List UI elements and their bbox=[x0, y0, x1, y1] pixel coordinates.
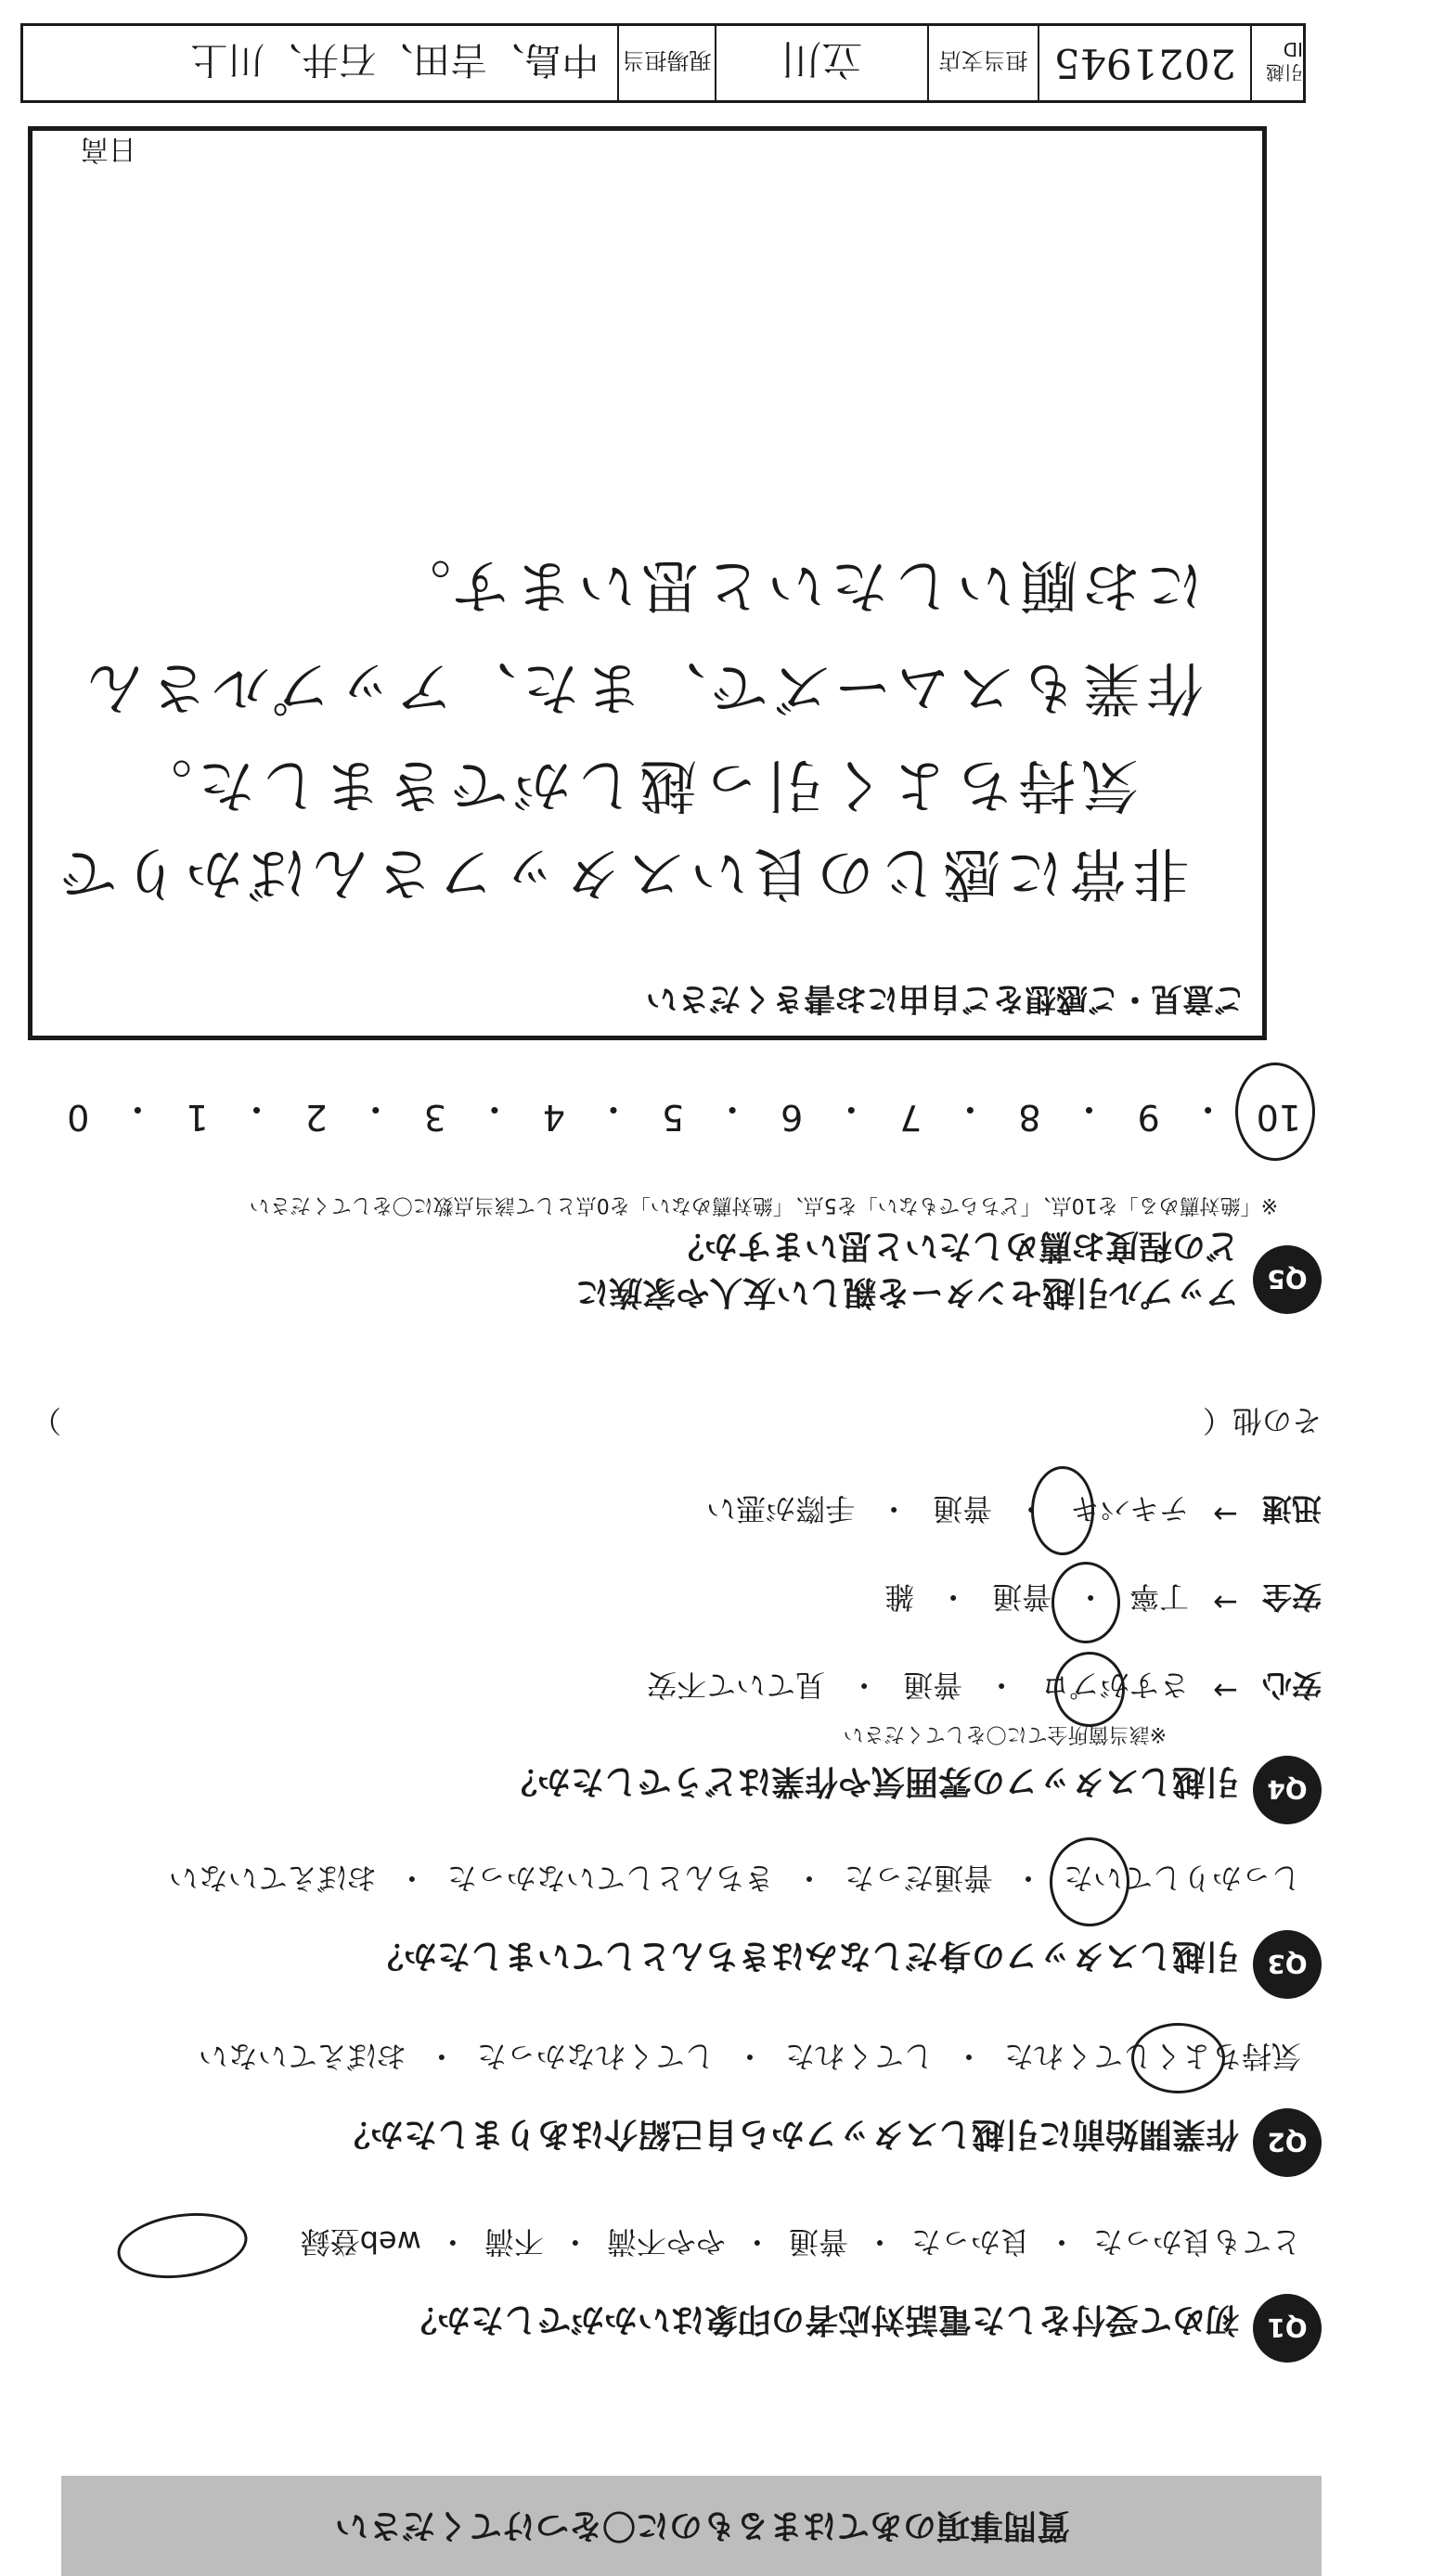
option-separator: ・ bbox=[239, 1088, 275, 1129]
q5-answer-circle bbox=[1235, 1063, 1315, 1161]
footer-table bbox=[20, 23, 1306, 103]
q4-option-selected[interactable]: テキパキ bbox=[1070, 1491, 1190, 1526]
q4-option-selected[interactable]: 丁寧 bbox=[1129, 1579, 1190, 1615]
move-id-label: 引越ID bbox=[1266, 38, 1303, 84]
option-separator: ・ bbox=[953, 2039, 984, 2074]
option-separator: ・ bbox=[1190, 1088, 1226, 1129]
q5-score[interactable]: 4 bbox=[542, 1097, 565, 1138]
option-separator: ・ bbox=[1016, 1491, 1047, 1526]
comment-line: 作業もスムーズで、また、アップルさん bbox=[81, 654, 1204, 722]
option-separator: ・ bbox=[1071, 1088, 1107, 1129]
option-separator: ・ bbox=[357, 1088, 394, 1129]
option-separator: ・ bbox=[426, 2039, 457, 2074]
option-separator: ・ bbox=[849, 1668, 880, 1703]
q4-row-label: 安全 bbox=[1261, 1579, 1322, 1615]
q4-option[interactable]: 普通 bbox=[903, 1668, 963, 1703]
branch-value: 立川 bbox=[716, 26, 929, 100]
option-separator: ・ bbox=[1013, 1861, 1043, 1896]
q4-option[interactable]: 雑 bbox=[884, 1579, 915, 1615]
q1-option-selected[interactable]: web登録 bbox=[300, 2224, 421, 2260]
q4-icon: Q4 bbox=[1253, 1756, 1322, 1824]
q5-icon: Q5 bbox=[1253, 1245, 1322, 1314]
comment-line: 気持ちよく引っ越しができました。 bbox=[128, 752, 1139, 819]
q4-row-label: 迅速 bbox=[1261, 1491, 1322, 1526]
q4-row-anshin bbox=[647, 1666, 1322, 1708]
q4-other-label[interactable]: その他（ bbox=[1202, 1403, 1322, 1438]
q2-option[interactable]: してくれなかった bbox=[476, 2039, 715, 2074]
q5-scale bbox=[67, 1087, 1301, 1138]
q4-other-row bbox=[32, 1401, 1322, 1444]
q1-option[interactable]: とても良かった bbox=[1092, 2224, 1301, 2260]
q2-icon: Q2 bbox=[1253, 2108, 1322, 2177]
comment-line: にお願いしたいと思います。 bbox=[387, 552, 1204, 620]
q2-text: 作業開始前に引越しスタッフから自己紹介はありましたか？ bbox=[336, 2115, 1239, 2153]
option-separator: ・ bbox=[595, 1088, 631, 1129]
option-separator: ・ bbox=[715, 1088, 751, 1129]
option-separator: ・ bbox=[987, 1668, 1017, 1703]
q4-option[interactable]: 普通 bbox=[933, 1491, 993, 1526]
q3-answer-circle bbox=[1050, 1837, 1129, 1926]
q1-text: 初めて受付をした電話対応者の印象はいかがでしたか？ bbox=[403, 2300, 1239, 2338]
move-id-value: 2021945 bbox=[1039, 26, 1252, 100]
q4-option[interactable]: 普通 bbox=[992, 1579, 1052, 1615]
q4-anshin-answer-circle bbox=[1054, 1652, 1125, 1727]
option-separator: ・ bbox=[437, 2224, 468, 2260]
q5-score-selected[interactable]: 10 bbox=[1256, 1097, 1301, 1138]
q3-option-selected[interactable]: しっかりしていた bbox=[1063, 1861, 1301, 1896]
option-separator: ・ bbox=[560, 2224, 590, 2260]
q5-score[interactable]: 0 bbox=[67, 1097, 90, 1138]
q3-options bbox=[169, 1859, 1301, 1901]
leader-label: 現場担当 bbox=[619, 26, 716, 100]
q5-note: ※「絶対薦める」を10点、「どちらでもない」を5点、「絶対薦めない」を0点として該当点数に〇をしてください bbox=[249, 1193, 1278, 1217]
q5-score[interactable]: 8 bbox=[1018, 1097, 1041, 1138]
q4-anzen-answer-circle bbox=[1051, 1562, 1120, 1643]
q5-score[interactable]: 6 bbox=[781, 1097, 804, 1138]
option-separator: ・ bbox=[793, 1861, 824, 1896]
arrow-icon: → bbox=[1213, 1497, 1238, 1532]
q5-score[interactable]: 3 bbox=[423, 1097, 446, 1138]
option-separator: ・ bbox=[396, 1861, 427, 1896]
option-separator: ・ bbox=[742, 2224, 772, 2260]
q3-option[interactable]: きちんとしていなかった bbox=[446, 1861, 774, 1896]
q2-option-selected[interactable]: 気持ちよくしてくれた bbox=[1003, 2039, 1301, 2074]
q3-option[interactable]: おぼえていない bbox=[168, 1861, 377, 1896]
q1-option[interactable]: やや不満 bbox=[606, 2224, 726, 2260]
q5-score[interactable]: 2 bbox=[304, 1097, 328, 1138]
branch-label: 担当支店 bbox=[929, 26, 1039, 100]
arrow-icon: → bbox=[1213, 1585, 1238, 1620]
q4-option[interactable]: 見ていて不安 bbox=[647, 1668, 826, 1703]
option-separator: ・ bbox=[476, 1088, 512, 1129]
q5-score[interactable]: 5 bbox=[661, 1097, 685, 1138]
q3-icon: Q3 bbox=[1253, 1930, 1322, 1999]
q4-row-jinsoku bbox=[706, 1489, 1322, 1532]
option-separator: ・ bbox=[952, 1088, 988, 1129]
leader-value: 中島、吉田、石井、川上 bbox=[23, 26, 619, 100]
q4-other-close: ） bbox=[32, 1403, 62, 1438]
q4-note: ※該当箇所全てに〇をしてください bbox=[843, 1722, 1167, 1745]
arrow-icon: → bbox=[1213, 1673, 1238, 1708]
q4-row-label: 安心 bbox=[1261, 1668, 1322, 1703]
q1-icon: Q1 bbox=[1253, 2294, 1322, 2363]
q4-text: 引越しスタッフの雰囲気や作業はどうでしたか？ bbox=[503, 1762, 1239, 1800]
option-separator: ・ bbox=[1046, 2224, 1077, 2260]
q2-option[interactable]: おぼえていない bbox=[198, 2039, 406, 2074]
q4-option-selected[interactable]: さすがプロ bbox=[1040, 1668, 1190, 1703]
q1-answer-circle bbox=[113, 2206, 252, 2286]
q1-options bbox=[301, 2222, 1301, 2265]
q5-text-line1: アップル引越センターを親しい友人や家族に bbox=[575, 1273, 1239, 1311]
q5-text-line2: どの程度お薦めしたいと思いますか？ bbox=[670, 1227, 1239, 1265]
comment-title: ご意見・ご感想をご自由にお書きください bbox=[646, 980, 1245, 1017]
comment-corner-mark: 日高 bbox=[81, 133, 136, 165]
comment-line: 非常に感じの良いスタッフさんばかりで bbox=[53, 840, 1190, 908]
q1-option[interactable]: 普通 bbox=[788, 2224, 848, 2260]
option-separator: ・ bbox=[879, 1491, 910, 1526]
q5-score[interactable]: 1 bbox=[186, 1097, 209, 1138]
q2-answer-circle bbox=[1131, 2023, 1225, 2093]
q4-option[interactable]: 手際が悪い bbox=[706, 1491, 856, 1526]
q3-text: 引越しスタッフの身だしなみはきちんとしていましたか？ bbox=[369, 1937, 1239, 1975]
q5-score[interactable]: 7 bbox=[899, 1097, 922, 1138]
instruction-text: 質問事項のあてはまるものに〇をつけてください bbox=[335, 2506, 1071, 2544]
option-separator: ・ bbox=[864, 2224, 895, 2260]
option-separator: ・ bbox=[833, 1088, 870, 1129]
option-separator: ・ bbox=[734, 2039, 765, 2074]
q1-option[interactable]: 良かった bbox=[910, 2224, 1030, 2260]
q2-option[interactable]: してくれた bbox=[784, 2039, 934, 2074]
option-separator: ・ bbox=[938, 1579, 969, 1615]
option-separator: ・ bbox=[1076, 1579, 1106, 1615]
q3-option[interactable]: 普通だった bbox=[844, 1861, 993, 1896]
q5-score[interactable]: 9 bbox=[1137, 1097, 1160, 1138]
q1-option[interactable]: 不満 bbox=[484, 2224, 544, 2260]
option-separator: ・ bbox=[120, 1088, 156, 1129]
q4-jinsoku-answer-circle bbox=[1031, 1466, 1094, 1555]
